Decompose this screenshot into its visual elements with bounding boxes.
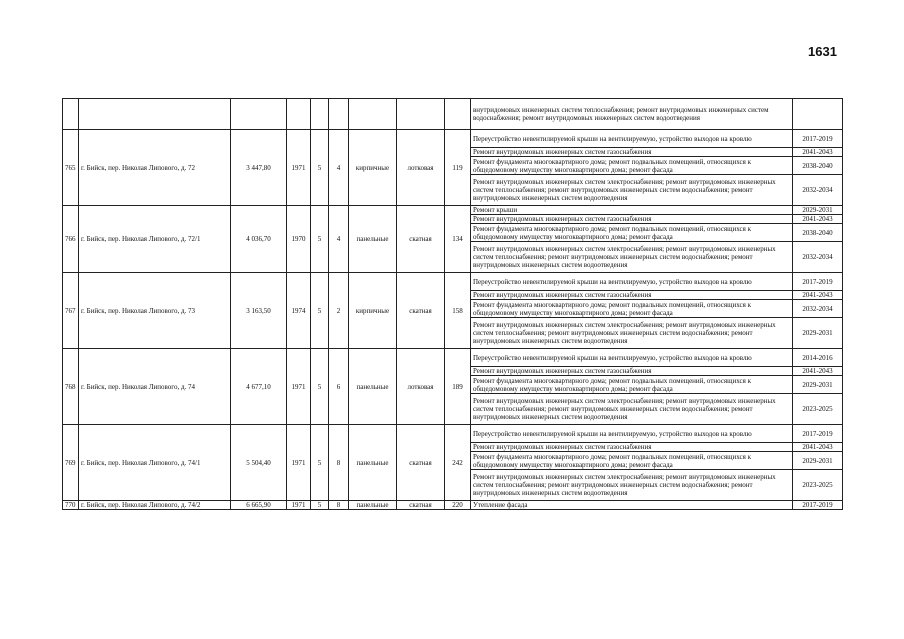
work-period: 2032-2034 xyxy=(793,175,843,206)
house-area: 4 036,70 xyxy=(231,206,287,273)
work-period: 2032-2034 xyxy=(793,242,843,273)
house-area: 3 447,80 xyxy=(231,130,287,206)
table-row xyxy=(63,99,843,130)
work-description: Ремонт внутридомовых инженерных систем газоснабжения xyxy=(471,291,793,300)
work-period: 2041-2043 xyxy=(793,443,843,452)
house-address: г. Бийск, пер. Николая Липового, д. 72 xyxy=(79,130,231,206)
wall-material: панельные xyxy=(349,501,397,510)
work-description: Переустройство невентилируемой крыши на вентилируемую, устройство выходов на кровлю xyxy=(471,130,793,148)
work-description: Ремонт крыши xyxy=(471,206,793,215)
work-description: Ремонт внутридомовых инженерных систем газоснабжения xyxy=(471,367,793,376)
roof-type: лотковая xyxy=(397,130,445,206)
house-number xyxy=(63,99,79,130)
work-period: 2017-2019 xyxy=(793,425,843,443)
build-year: 1971 xyxy=(287,501,311,510)
build-year: 1970 xyxy=(287,206,311,273)
work-period: 2032-2034 xyxy=(793,300,843,318)
house-address: г. Бийск, пер. Николая Липового, д. 74 xyxy=(79,349,231,425)
floor-count: 5 xyxy=(311,425,329,501)
work-description: Переустройство невентилируемой крыши на вентилируемую, устройство выходов на кровлю xyxy=(471,349,793,367)
work-period: 2029-2031 xyxy=(793,452,843,470)
resident-count: 220 xyxy=(445,501,471,510)
work-period: 2029-2031 xyxy=(793,206,843,215)
house-area xyxy=(231,99,287,130)
roof-type: лотковая xyxy=(397,349,445,425)
house-address: г. Бийск, пер. Николая Липового, д. 74/2 xyxy=(79,501,231,510)
work-period: 2017-2019 xyxy=(793,501,843,510)
work-description: Ремонт внутридомовых инженерных систем газоснабжения xyxy=(471,148,793,157)
entrance-count: 8 xyxy=(329,425,349,501)
work-description: Ремонт внутридомовых инженерных систем электроснабжения; ремонт внутридомовых инженерных систем теплоснабжения; ремонт внутридомовых инженерных систем водоснабжения; ремонт внутридомовых инженерных систем водоотведения xyxy=(471,394,793,425)
house-number: 770 xyxy=(63,501,79,510)
work-period: 2029-2031 xyxy=(793,376,843,394)
floor-count: 5 xyxy=(311,501,329,510)
roof-type: скатная xyxy=(397,501,445,510)
work-period xyxy=(793,99,843,130)
work-period: 2023-2025 xyxy=(793,394,843,425)
house-address xyxy=(79,99,231,130)
build-year: 1971 xyxy=(287,349,311,425)
work-description: Ремонт внутридомовых инженерных систем газоснабжения xyxy=(471,443,793,452)
house-number: 769 xyxy=(63,425,79,501)
resident-count: 158 xyxy=(445,273,471,349)
house-address: г. Бийск, пер. Николая Липового, д. 73 xyxy=(79,273,231,349)
resident-count xyxy=(445,99,471,130)
table-row xyxy=(63,501,843,510)
wall-material xyxy=(349,99,397,130)
work-description: Ремонт фундамента многоквартирного дома; ремонт подвальных помещений, относящихся к общедомовому имуществу многоквартирного дома; ремонт фасада xyxy=(471,300,793,318)
page-number: 1631 xyxy=(808,44,837,59)
work-description: Ремонт фундамента многоквартирного дома; ремонт подвальных помещений, относящихся к общедомовому имуществу многоквартирного дома; ремонт фасада xyxy=(471,224,793,242)
roof-type: скатная xyxy=(397,425,445,501)
work-description: Переустройство невентилируемой крыши на вентилируемую, устройство выходов на кровлю xyxy=(471,273,793,291)
floor-count xyxy=(311,99,329,130)
floor-count: 5 xyxy=(311,273,329,349)
roof-type xyxy=(397,99,445,130)
work-period: 2041-2043 xyxy=(793,215,843,224)
entrance-count: 6 xyxy=(329,349,349,425)
work-description: Ремонт фундамента многоквартирного дома; ремонт подвальных помещений, относящихся к общедомовому имуществу многоквартирного дома; ремонт фасада xyxy=(471,157,793,175)
house-area: 3 163,50 xyxy=(231,273,287,349)
build-year: 1971 xyxy=(287,425,311,501)
work-description: Ремонт внутридомовых инженерных систем электроснабжения; ремонт внутридомовых инженерных систем теплоснабжения; ремонт внутридомовых инженерных систем водоснабжения; ремонт внутридомовых инженерных систем водоотведения xyxy=(471,175,793,206)
work-description: Ремонт внутридомовых инженерных систем электроснабжения; ремонт внутридомовых инженерных систем теплоснабжения; ремонт внутридомовых инженерных систем водоснабжения; ремонт внутридомовых инженерных систем водоотведения xyxy=(471,242,793,273)
house-address: г. Бийск, пер. Николая Липового, д. 74/1 xyxy=(79,425,231,501)
entrance-count: 2 xyxy=(329,273,349,349)
work-period: 2023-2025 xyxy=(793,470,843,501)
floor-count: 5 xyxy=(311,349,329,425)
entrance-count: 8 xyxy=(329,501,349,510)
entrance-count: 4 xyxy=(329,206,349,273)
house-address: г. Бийск, пер. Николая Липового, д. 72/1 xyxy=(79,206,231,273)
work-description: Ремонт фундамента многоквартирного дома; ремонт подвальных помещений, относящихся к общедомовому имуществу многоквартирного дома; ремонт фасада xyxy=(471,452,793,470)
floor-count: 5 xyxy=(311,130,329,206)
house-number: 768 xyxy=(63,349,79,425)
build-year: 1974 xyxy=(287,273,311,349)
build-year xyxy=(287,99,311,130)
house-area: 5 504,40 xyxy=(231,425,287,501)
table-row xyxy=(63,349,843,367)
work-period: 2041-2043 xyxy=(793,148,843,157)
work-description: внутридомовых инженерных систем теплоснабжения; ремонт внутридомовых инженерных систем водоснабжения; ремонт внутридомовых инженерных систем водоотведения xyxy=(471,99,793,130)
house-number: 767 xyxy=(63,273,79,349)
house-area: 6 665,90 xyxy=(231,501,287,510)
floor-count: 5 xyxy=(311,206,329,273)
wall-material: панельные xyxy=(349,349,397,425)
table-row xyxy=(63,425,843,443)
work-description: Утепление фасада xyxy=(471,501,793,510)
wall-material: панельные xyxy=(349,206,397,273)
resident-count: 242 xyxy=(445,425,471,501)
wall-material: кирпичные xyxy=(349,130,397,206)
roof-type: скатная xyxy=(397,206,445,273)
table-row xyxy=(63,273,843,291)
work-description: Ремонт внутридомовых инженерных систем электроснабжения; ремонт внутридомовых инженерных систем теплоснабжения; ремонт внутридомовых инженерных систем водоснабжения; ремонт внутридомовых инженерных систем водоотведения xyxy=(471,318,793,349)
house-area: 4 677,10 xyxy=(231,349,287,425)
resident-count: 134 xyxy=(445,206,471,273)
resident-count: 189 xyxy=(445,349,471,425)
work-period: 2017-2019 xyxy=(793,273,843,291)
build-year: 1971 xyxy=(287,130,311,206)
resident-count: 119 xyxy=(445,130,471,206)
house-number: 765 xyxy=(63,130,79,206)
work-period: 2038-2040 xyxy=(793,224,843,242)
work-period: 2041-2043 xyxy=(793,291,843,300)
work-period: 2017-2019 xyxy=(793,130,843,148)
work-period: 2029-2031 xyxy=(793,318,843,349)
wall-material: панельные xyxy=(349,425,397,501)
work-description: Ремонт внутридомовых инженерных систем электроснабжения; ремонт внутридомовых инженерных систем теплоснабжения; ремонт внутридомовых инженерных систем водоснабжения; ремонт внутридомовых инженерных систем водоотведения xyxy=(471,470,793,501)
work-description: Ремонт внутридомовых инженерных систем газоснабжения xyxy=(471,215,793,224)
work-period: 2041-2043 xyxy=(793,367,843,376)
capital-repair-table xyxy=(62,98,843,510)
table-row xyxy=(63,130,843,148)
entrance-count xyxy=(329,99,349,130)
table-row xyxy=(63,206,843,215)
work-period: 2014-2016 xyxy=(793,349,843,367)
work-period: 2038-2040 xyxy=(793,157,843,175)
house-number: 766 xyxy=(63,206,79,273)
work-description: Переустройство невентилируемой крыши на вентилируемую, устройство выходов на кровлю xyxy=(471,425,793,443)
roof-type: скатная xyxy=(397,273,445,349)
work-description: Ремонт фундамента многоквартирного дома; ремонт подвальных помещений, относящихся к общедомовому имуществу многоквартирного дома; ремонт фасада xyxy=(471,376,793,394)
entrance-count: 4 xyxy=(329,130,349,206)
wall-material: кирпичные xyxy=(349,273,397,349)
